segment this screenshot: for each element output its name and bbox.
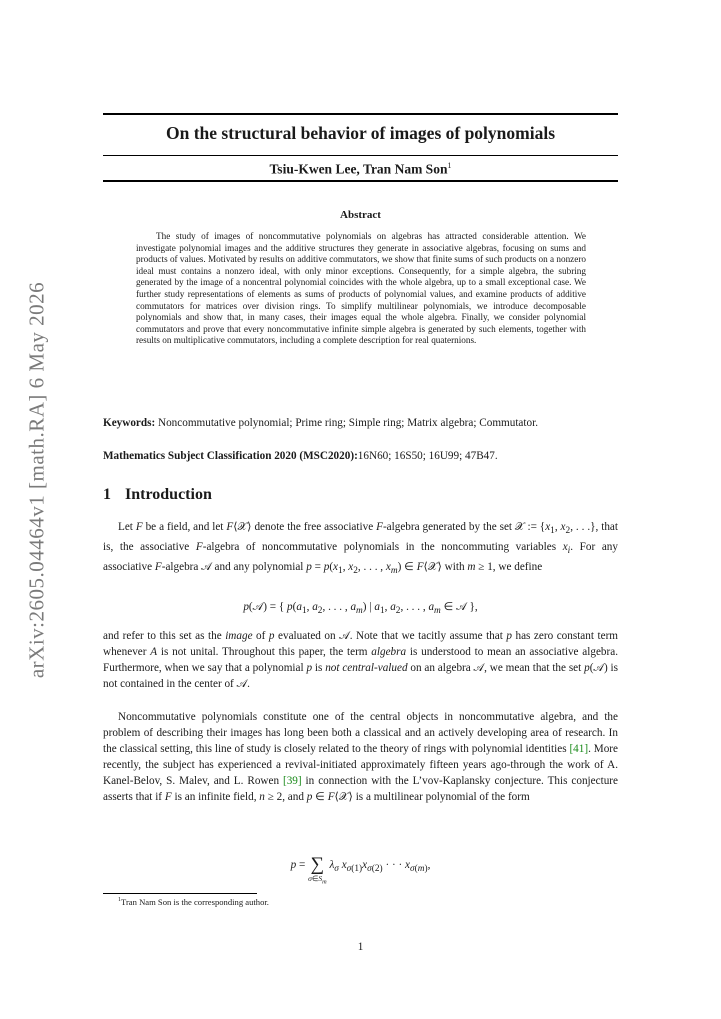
title-bottom-rule bbox=[103, 180, 618, 182]
abstract-body: The study of images of noncommutative polynomials on algebras has attracted considerable attention. We investigate polynomial images and the additive structures they generate in associative algebras, focusing on sums and products of values. Motivated by results on additive commutators, we show that finite sums of such products on a nonzero ideal must contains a nonzero ideal, with only minor exceptions. Consequently, for a simple algebra, the subring generated by the image of a noncentral polynomial coincides with the whole algebra, up to a small exceptional case. We further study representations of elements as sums of products of polynomial values, and examine products of additive commutators for matrices over division rings. To simplify multilinear polynomials, we introduce decomposable polynomials and show that, in many cases, their images equal the whole algebra. Finally, we consider polynomial commutators and prove that every noncommutative infinite simple algebra is generated by such elements, together with results on multiplicative commutators, including a complete description for real quaternions. bbox=[136, 231, 586, 346]
equation-image-definition: p(𝒜) = { $p(a_1$, $a_2$, . . . , $a_m$) | $a_1$, $a_2$, . . . , $a_m$ ∈ 𝒜 }, bbox=[243, 601, 478, 617]
equation-multilinear: p = ∑ $\sigma\in S_m$ $\lambda_\sigma$ $x_{\sigma(1)}x_{\sigma(2)}$ · · · $x_{\sigma(m)}$, bbox=[290, 854, 431, 886]
title-top-rule bbox=[103, 113, 618, 115]
title-mid-rule bbox=[103, 155, 618, 156]
intro-paragraph-1: Let F be a field, and let F⟨𝒳⟩ denote the free associative F-algebra generated by the set 𝒳 := {$x_1$, $x_2$, . . .}, that is, the associative F-algebra of noncommutative polynomials in the noncommuting variables $x_i$. For any associative F-algebra 𝒜 and any polynomial $p = p(x_1$, $x_2$, . . . , $x_m$) ∈ F⟨𝒳⟩ with m ≥ 1, we define bbox=[103, 521, 618, 577]
summation-symbol: ∑ $\sigma\in S_m$ bbox=[308, 854, 327, 886]
abstract-heading: Abstract bbox=[340, 209, 381, 221]
page-number: 1 bbox=[357, 941, 364, 953]
intro-paragraph-2: and refer to this set as the image of p evaluated on 𝒜. Note that we tacitly assume that p has zero constant term whenever A is not unital. Throughout this paper, the term algebra is understood to mean an associative algebra. Furthermore, when we say that a polynomial p is not central-valued on an algebra 𝒜, we mean that the set p(𝒜) is not contained in the center of 𝒜. bbox=[103, 630, 619, 690]
section-title: Introduction bbox=[125, 486, 212, 503]
footnote-rule bbox=[103, 893, 257, 894]
footnote-text: Tran Nam Son is the corresponding author. bbox=[121, 897, 269, 907]
msc-line bbox=[103, 448, 618, 464]
msc-label: Mathematics Subject Classification 2020 (MSC2020): bbox=[103, 450, 358, 462]
msc-codes: 16N60; 16S50; 16U99; 47B47. bbox=[357, 450, 498, 462]
footnote bbox=[118, 897, 269, 907]
arxiv-identifier: arXiv:2605.04464v1 [math.RA] 6 May 2026 bbox=[24, 281, 49, 679]
keywords-line bbox=[103, 415, 618, 431]
intro-paragraph-3: Noncommutative polynomials constitute one of the central objects in noncommutative algebra, and the problem of describing their images has long been both a classical and an actively developing area of research. In the classical setting, this line of study is closely related to the theory of rings with polynomial identities [41]. More recently, the subject has experienced a revival-initiated approximately fifteen years ago-through the work of A. Kanel-Belov, S. Malev, and L. Rowen [39] in connection with the L’vov-Kaplansky conjecture. This conjecture asserts that if F is an infinite field, n ≥ 2, and p ∈ F⟨𝒳⟩ is a multilinear polynomial of the form bbox=[103, 711, 618, 803]
author-footnote-mark: 1 bbox=[447, 161, 452, 170]
authors: Tsiu-Kwen Lee, Tran Nam Son bbox=[269, 161, 448, 177]
section-number: 1 bbox=[103, 486, 111, 503]
keywords-text: Noncommutative polynomial; Prime ring; Simple ring; Matrix algebra; Commutator. bbox=[158, 417, 539, 429]
citation-39[interactable]: [39] bbox=[282, 775, 302, 787]
keywords-label: Keywords: bbox=[103, 417, 156, 429]
footnote-mark: 1 bbox=[118, 897, 121, 904]
paper-title: On the structural behavior of images of polynomials bbox=[165, 123, 556, 143]
citation-41[interactable]: [41] bbox=[569, 743, 589, 755]
author-line bbox=[103, 161, 618, 178]
section-heading bbox=[103, 486, 212, 504]
